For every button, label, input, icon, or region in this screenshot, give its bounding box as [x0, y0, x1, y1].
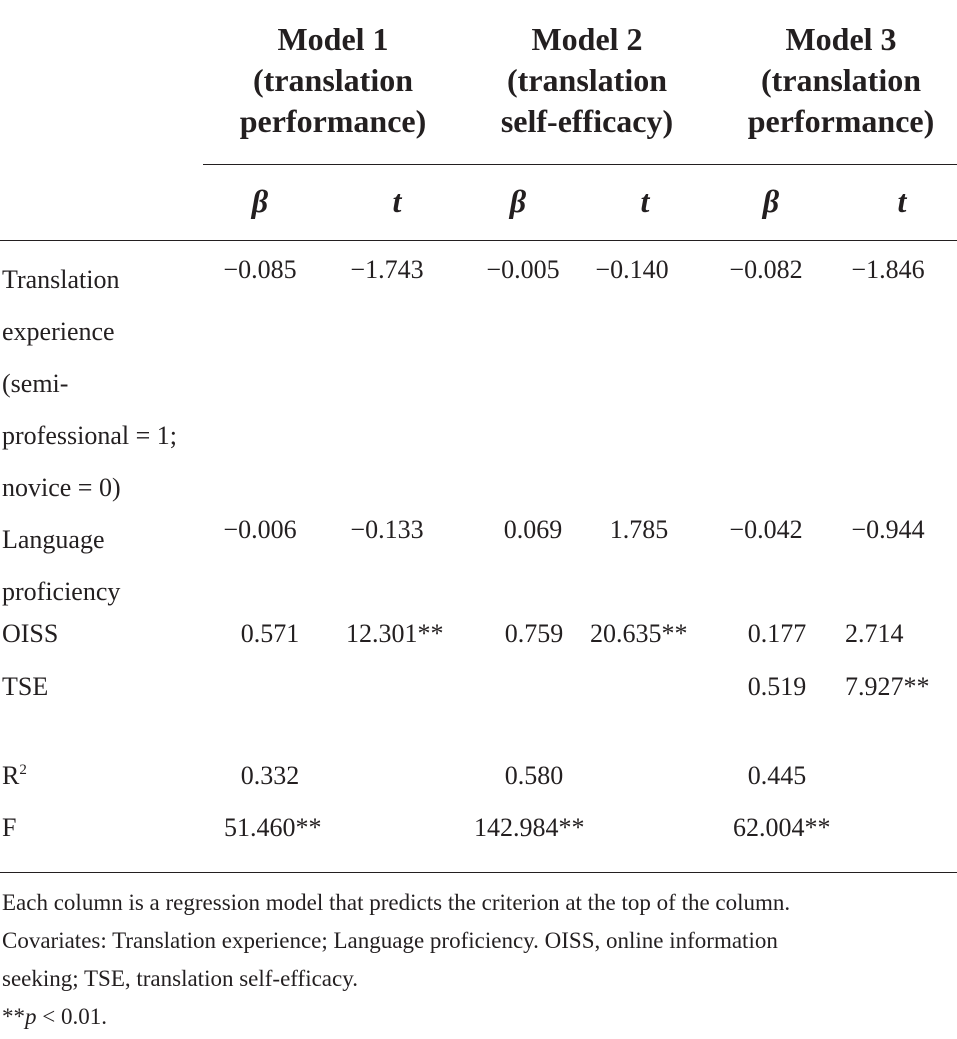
language-m1-beta: −0.006 — [223, 515, 297, 544]
footnote-line-1: Each column is a regression model that predicts the criterion at the top of the column. — [2, 890, 791, 915]
tse-m3-beta: 0.519 — [747, 672, 807, 701]
model-2-title: Model 2 — [531, 21, 643, 57]
experience-m2-t: −0.140 — [595, 255, 669, 284]
header-rule — [203, 164, 957, 165]
model-2-t-header: t — [640, 183, 650, 219]
oiss-m3-t: 2.714 — [845, 619, 904, 648]
model-1-header — [202, 19, 464, 142]
oiss-m2-beta: 0.759 — [504, 619, 564, 648]
oiss-m2-t: 20.635** — [590, 619, 688, 648]
model-1-t-header: t — [392, 183, 402, 219]
model-3-header — [710, 19, 957, 142]
row-label-r-squared: $R^2$ — [2, 761, 27, 790]
row-label-language-proficiency: Language proficiency — [2, 525, 121, 606]
model-1-beta-header: β — [251, 183, 269, 219]
r2-m2: 0.580 — [504, 761, 564, 790]
tse-m3-t: 7.927** — [845, 672, 930, 701]
row-label-oiss: OISS — [2, 619, 59, 648]
experience-m2-beta: −0.005 — [486, 255, 560, 284]
model-3-criterion-line1: (translation — [761, 62, 921, 98]
language-m1-t: −0.133 — [350, 515, 424, 544]
model-1-criterion-line1: (translation — [253, 62, 413, 98]
experience-m3-beta: −0.082 — [729, 255, 803, 284]
oiss-m1-beta: 0.571 — [240, 619, 300, 648]
model-3-beta-header: β — [762, 183, 780, 219]
model-2-criterion-line2: self-efficacy) — [500, 103, 674, 139]
r2-m3: 0.445 — [747, 761, 807, 790]
model-2-criterion-line1: (translation — [507, 62, 667, 98]
f-m1: 51.460** — [224, 813, 322, 842]
table-bottom-rule — [0, 872, 957, 873]
experience-m3-t: −1.846 — [851, 255, 925, 284]
experience-m1-beta: −0.085 — [223, 255, 297, 284]
row-label-translation-experience: Translation experience (semi- professional = 1; novice = 0) — [2, 265, 177, 502]
footnote-line-3: seeking; TSE, translation self-efficacy. — [2, 966, 358, 991]
experience-m1-t: −1.743 — [350, 255, 424, 284]
f-m3: 62.004** — [733, 813, 831, 842]
model-1-title: Model 1 — [277, 21, 389, 57]
r2-m1: 0.332 — [240, 761, 300, 790]
row-label-f: F — [2, 813, 17, 842]
oiss-m1-t: 12.301** — [346, 619, 444, 648]
row-label-tse: TSE — [2, 672, 49, 701]
language-m3-t: −0.944 — [851, 515, 925, 544]
model-2-header — [456, 19, 718, 142]
footnote-significance: **p < 0.01. — [2, 1004, 107, 1029]
model-3-title: Model 3 — [785, 21, 897, 57]
subheader-rule — [0, 240, 957, 241]
model-2-beta-header: β — [509, 183, 527, 219]
model-3-criterion-line2: performance) — [747, 103, 935, 139]
language-m2-t: 1.785 — [609, 515, 669, 544]
footnote-line-2: Covariates: Translation experience; Language proficiency. OISS, online information — [2, 928, 778, 953]
f-m2: 142.984** — [474, 813, 585, 842]
oiss-m3-beta: 0.177 — [747, 619, 807, 648]
language-m3-beta: −0.042 — [729, 515, 803, 544]
model-1-criterion-line2: performance) — [239, 103, 427, 139]
language-m2-beta: 0.069 — [503, 515, 563, 544]
model-3-t-header: t — [897, 183, 907, 219]
